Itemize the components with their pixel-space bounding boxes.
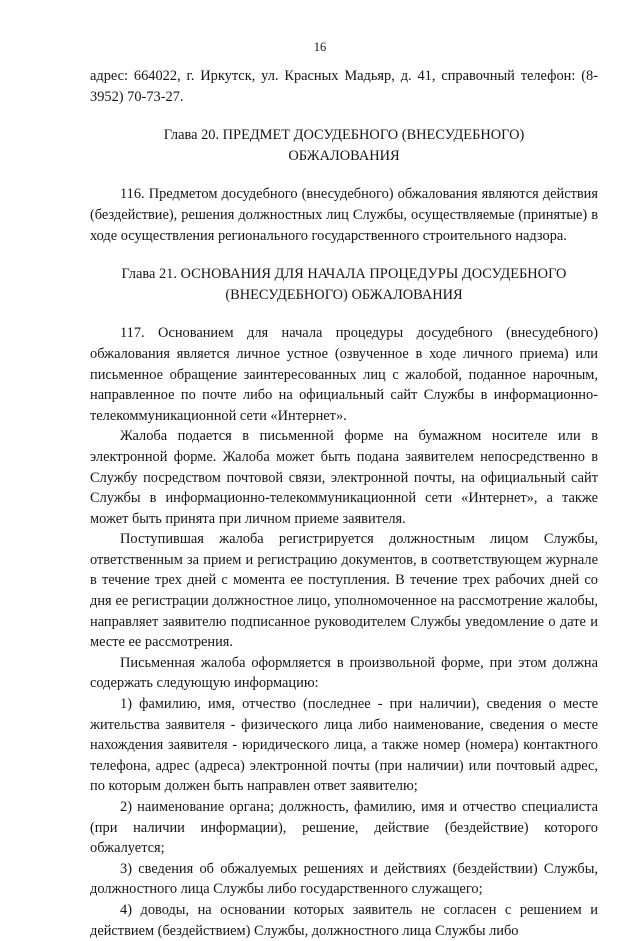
chapter-21-heading [90,264,598,305]
paragraph-complaint-form: Жалоба подается в письменной форме на бумажном носителе или в электронной форме. Жалоба может быть подана заявителем непосредственно в Службу посредством почтовой связи, электронной почты, на официальный сайт Службы в информационно-телекоммуникационной сети «Интернет», а также может быть принята при личном приеме заявителя. [90,428,598,527]
page-number: 16 [313,40,327,54]
paragraph-registration: Поступившая жалоба регистрируется должностным лицом Службы, ответственным за прием и регистрацию документов, в соответствующем журнале в течение трех дней с момента ее поступления. В течение трех рабочих дней со дня ее регистрации должностное лицо, уполномоченное на рассмотрение жалобы, направляет заявителю подписанное руководителем Службы уведомление о дате и месте ее рассмотрения. [90,531,598,651]
list-item-2: 2) наименование органа; должность, фамилию, имя и отчество специалиста (при наличии информации), решение, действие (бездействие) которого обжалуется; [90,799,598,857]
paragraph-written-form: Письменная жалоба оформляется в произвольной форме, при этом должна содержать следующую информацию: [90,654,598,692]
list-item-4: 4) доводы, на основании которых заявитель не согласен с решением и действием (бездействием) Службы, должностного лица Службы либо [90,901,598,939]
paragraph-117: 117. Основанием для начала процедуры досудебного (внесудебного) обжалования является личное устное (озвученное в ходе личного приема) или письменное обращение заинтересованных лиц с жалобой, поданное нарочным, направленное по почте либо на официальный сайт Службы в информационно-телекоммуникационной сети «Интернет». [90,325,598,424]
list-item-1: 1) фамилию, имя, отчество (последнее - при наличии), сведения о месте жительства заявителя - физического лица либо наименование, сведения о месте нахождения заявителя - юридического лица, а также номер (номера) контактного телефона, адрес (адреса) электронной почты (при наличии) или почтовый адрес, по которым должен быть направлен ответ заявителю; [90,696,598,795]
document-body [90,66,598,941]
paragraph-116: 116. Предметом досудебного (внесудебного) обжалования являются действия (бездействие), решения должностных лиц Службы, осуществляемые (принятые) в ходе осуществления регионального государственного строительного надзора. [90,186,598,244]
address-paragraph: адрес: 664022, г. Иркутск, ул. Красных Мадьяр, д. 41, справочный телефон: (8-3952) 70-73-27. [90,68,598,105]
chapter-20-title-line-2: ОБЖАЛОВАНИЯ [288,147,400,164]
chapter-21-title-line-2: (ВНЕСУДЕБНОГО) ОБЖАЛОВАНИЯ [225,286,463,303]
chapter-20-title-line-1: Глава 20. ПРЕДМЕТ ДОСУДЕБНОГО (ВНЕСУДЕБНОГО) [163,127,525,144]
chapter-21-title-line-1: Глава 21. ОСНОВАНИЯ ДЛЯ НАЧАЛА ПРОЦЕДУРЫ ДОСУДЕБНОГО [121,266,567,283]
list-item-3: 3) сведения об обжалуемых решениях и действиях (бездействии) Службы, должностного лица Службы либо государственного служащего; [90,860,598,898]
chapter-20-heading [90,125,598,166]
